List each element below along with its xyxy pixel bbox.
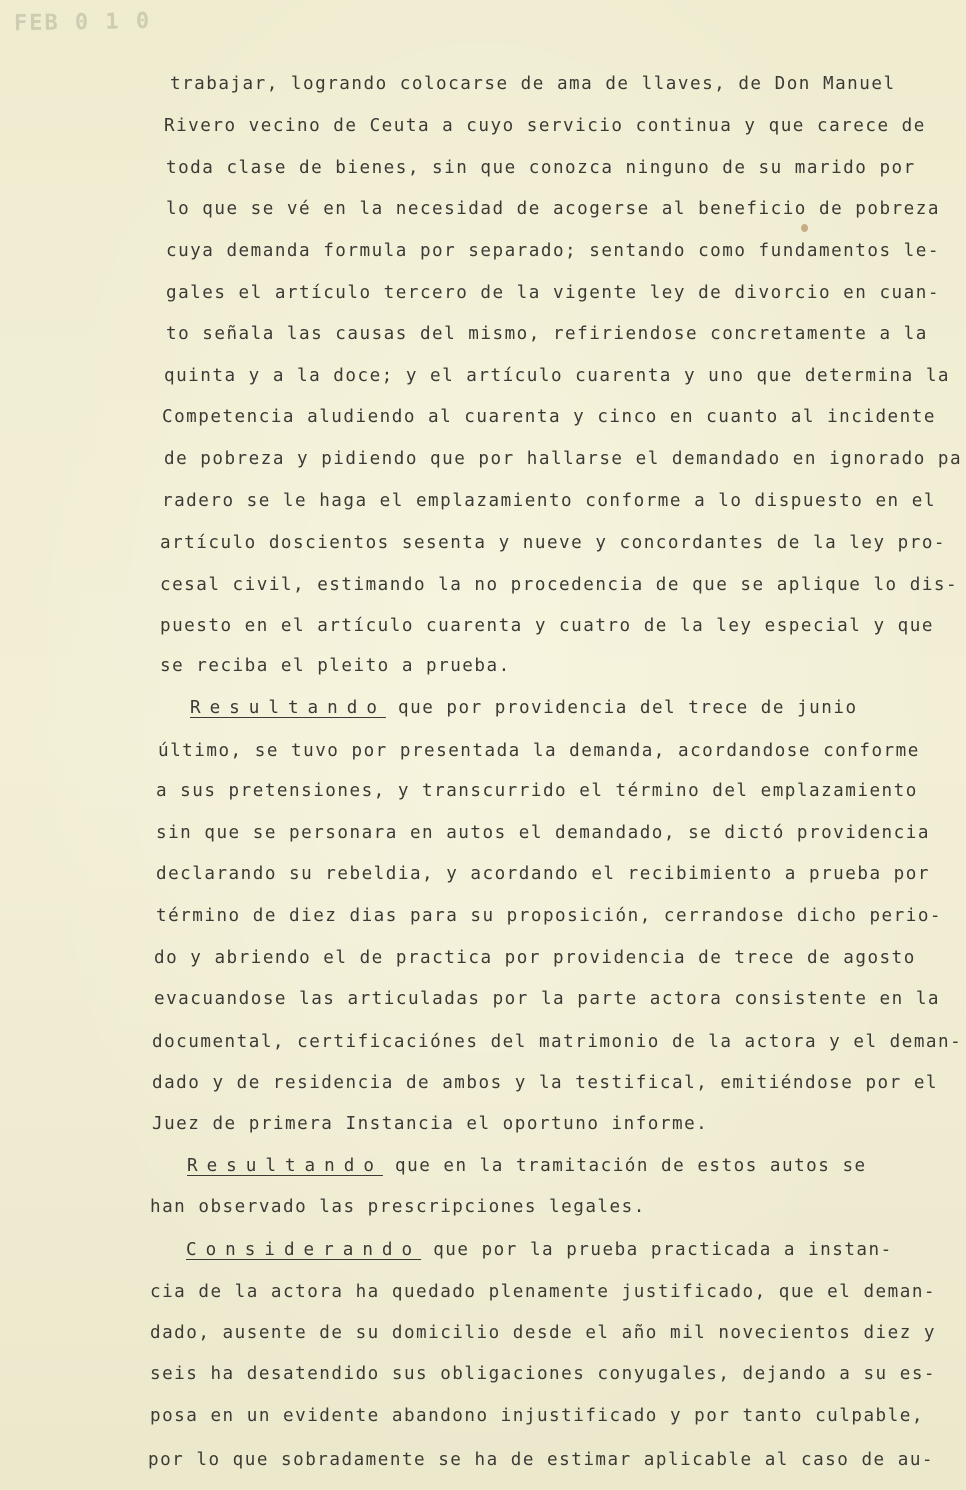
text-line: dado, ausente de su domicilio desde el año mil novecientos diez y: [150, 1323, 937, 1343]
section-heading: Considerando: [186, 1240, 422, 1260]
text-line: radero se le haga el emplazamiento conforme a lo dispuesto en el: [162, 491, 936, 511]
text-line: de pobreza y pidiendo que por hallarse el demandado en ignorado pa: [164, 449, 963, 469]
paragraph-considerando: Considerando que por la prueba practicada a instan-: [186, 1240, 893, 1260]
text-line: seis ha desatendido sus obligaciones conyugales, dejando a su es-: [150, 1364, 937, 1384]
text-line: cia de la actora ha quedado plenamente justificado, que el deman-: [150, 1282, 937, 1302]
paragraph-resultando: Resultando que por providencia del trece de junio: [190, 698, 858, 718]
section-heading: Resultando: [190, 698, 386, 718]
text-line: dado y de residencia de ambos y la testifical, emitiéndose por el: [152, 1073, 939, 1093]
text-line: Rivero vecino de Ceuta a cuyo servicio continua y que carece de: [164, 116, 926, 136]
text-line: cuya demanda formula por separado; sentando como fundamentos le-: [166, 241, 940, 261]
text-line: quinta y a la doce; y el artículo cuarenta y uno que determina la: [164, 366, 951, 386]
text-line: sin que se personara en autos el demandado, se dictó providencia: [156, 823, 930, 843]
text-line: han observado las prescripciones legales.: [150, 1197, 646, 1217]
text-line: trabajar, logrando colocarse de ama de llaves, de Don Manuel: [170, 74, 896, 94]
text-line: Juez de primera Instancia el oportuno informe.: [152, 1114, 709, 1134]
text-line: por lo que sobradamente se ha de estimar aplicable al caso de au-: [148, 1450, 935, 1470]
text-line: cesal civil, estimando la no procedencia de que se aplique lo dis-: [160, 575, 959, 595]
text-line: toda clase de bienes, sin que conozca ninguno de su marido por: [166, 158, 916, 178]
text-line: to señala las causas del mismo, refiriendose concretamente a la: [166, 324, 928, 344]
text-line: evacuandose las articuladas por la parte actora consistente en la: [154, 989, 941, 1009]
text-line: término de diez dias para su proposición, cerrandose dicho perio-: [156, 906, 943, 926]
text-line: Competencia aludiendo al cuarenta y cinco en cuanto al incidente: [162, 407, 936, 427]
text-line: artículo doscientos sesenta y nueve y concordantes de la ley pro-: [160, 533, 947, 553]
text-line: declarando su rebeldia, y acordando el recibimiento a prueba por: [156, 864, 930, 884]
text-line: último, se tuvo por presentada la demanda, acordandose conforme: [158, 741, 920, 761]
text-line: puesto en el artículo cuarenta y cuatro de la ley especial y que: [160, 616, 934, 636]
text-line: lo que se vé en la necesidad de acogerse al beneficio de pobreza: [166, 199, 940, 219]
text-line: se reciba el pleito a prueba.: [160, 656, 511, 676]
paragraph-resultando: Resultando que en la tramitación de estos autos se: [187, 1156, 867, 1176]
text-line: gales el artículo tercero de la vigente ley de divorcio en cuan-: [166, 283, 940, 303]
text-line: posa en un evidente abandono injustificado y por tanto culpable,: [150, 1406, 924, 1426]
ink-spot: [801, 224, 808, 232]
archive-stamp: FEB 0 1 0: [13, 8, 152, 37]
text-line: a sus pretensiones, y transcurrido el término del emplazamiento: [156, 781, 918, 801]
section-heading: Resultando: [187, 1156, 383, 1176]
text-line: documental, certificaciónes del matrimonio de la actora y el deman-: [152, 1032, 963, 1052]
text-line: do y abriendo el de practica por providencia de trece de agosto: [154, 948, 916, 968]
